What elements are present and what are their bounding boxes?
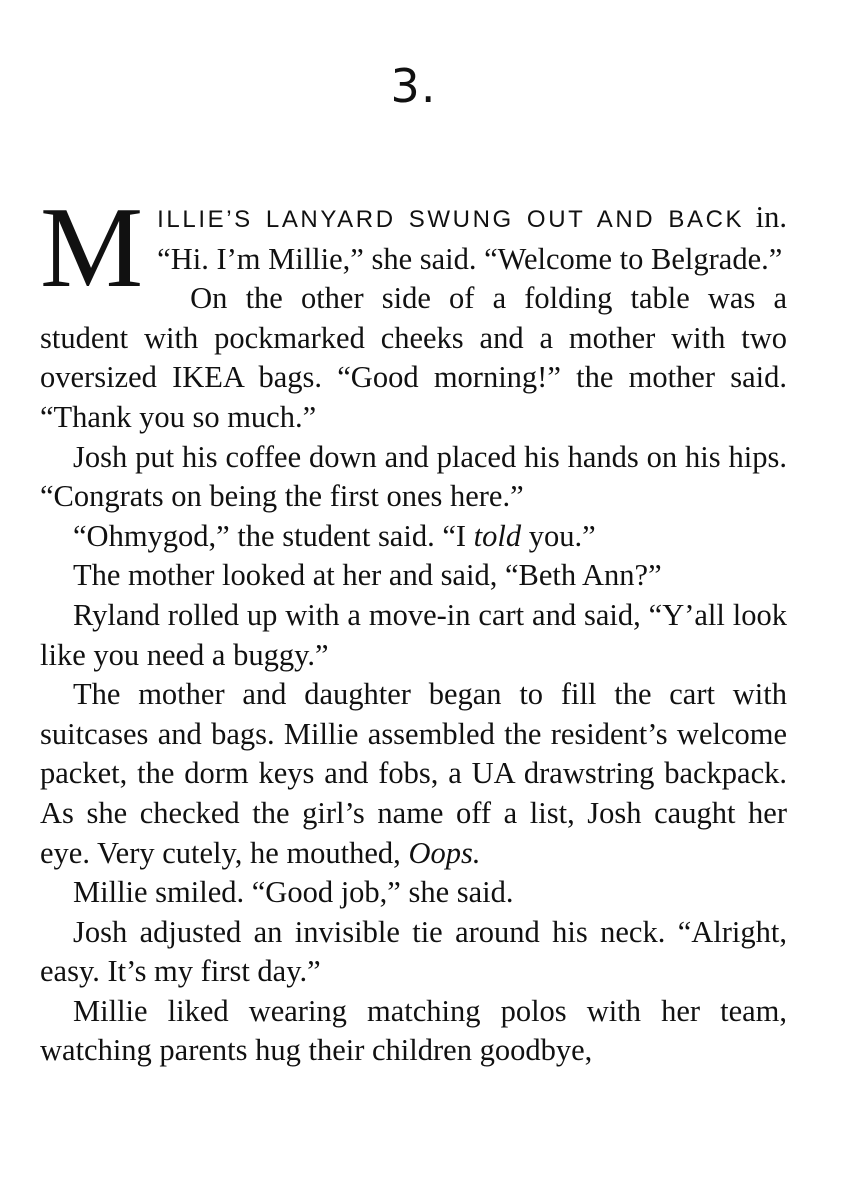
paragraph-4-text-before: “Ohmygod,” the student said. “I — [73, 518, 474, 553]
paragraph-6: Ryland rolled up with a move-in cart and said, “Y’all look like you need a buggy.” — [40, 597, 787, 672]
paragraph-10: Millie liked wearing matching polos with her team, watching parents hug their children goodbye, — [40, 993, 787, 1068]
paragraph-4 — [40, 517, 787, 557]
paragraph-4-italic: told — [473, 518, 522, 553]
paragraph-7-italic: Oops. — [408, 835, 481, 870]
paragraph-7-text: The mother and daughter began to fill the cart with suitcases and bags. Millie assembled the resident’s welcome packet, the dorm keys and fobs, a UA drawstring backpack. As she checked the girl’s name off a list, Josh caught her eye. Very cutely, he mouthed, — [40, 677, 787, 870]
body-text — [40, 184, 787, 1071]
paragraph-1-text: in. “Hi. I’m Millie,” she said. “Welcome to Belgrade.” — [157, 200, 787, 276]
paragraph-7 — [40, 675, 787, 873]
book-page — [40, 0, 787, 1200]
small-caps-lead-in: ILLIE’S LANYARD SWUNG OUT AND BACK — [157, 206, 745, 233]
paragraph-9: Josh adjusted an invisible tie around his neck. “Alright, easy. It’s my first day.” — [40, 914, 787, 989]
drop-cap: M — [40, 184, 144, 312]
paragraph-8: Millie smiled. “Good job,” she said. — [73, 875, 514, 910]
paragraph-3: Josh put his coffee down and placed his hands on his hips. “Congrats on being the first ones here.” — [40, 439, 787, 514]
paragraph-2: On the other side of a folding table was a student with pockmarked cheeks and a mother with two oversized IKEA bags. “Good morning!” the mother said. “Thank you so much.” — [40, 281, 787, 434]
paragraph-5: The mother looked at her and said, “Beth Ann?” — [73, 558, 662, 593]
paragraph-1 — [40, 184, 787, 312]
paragraph-4-text-after: you.” — [521, 518, 596, 553]
chapter-number: 3. — [390, 59, 437, 113]
